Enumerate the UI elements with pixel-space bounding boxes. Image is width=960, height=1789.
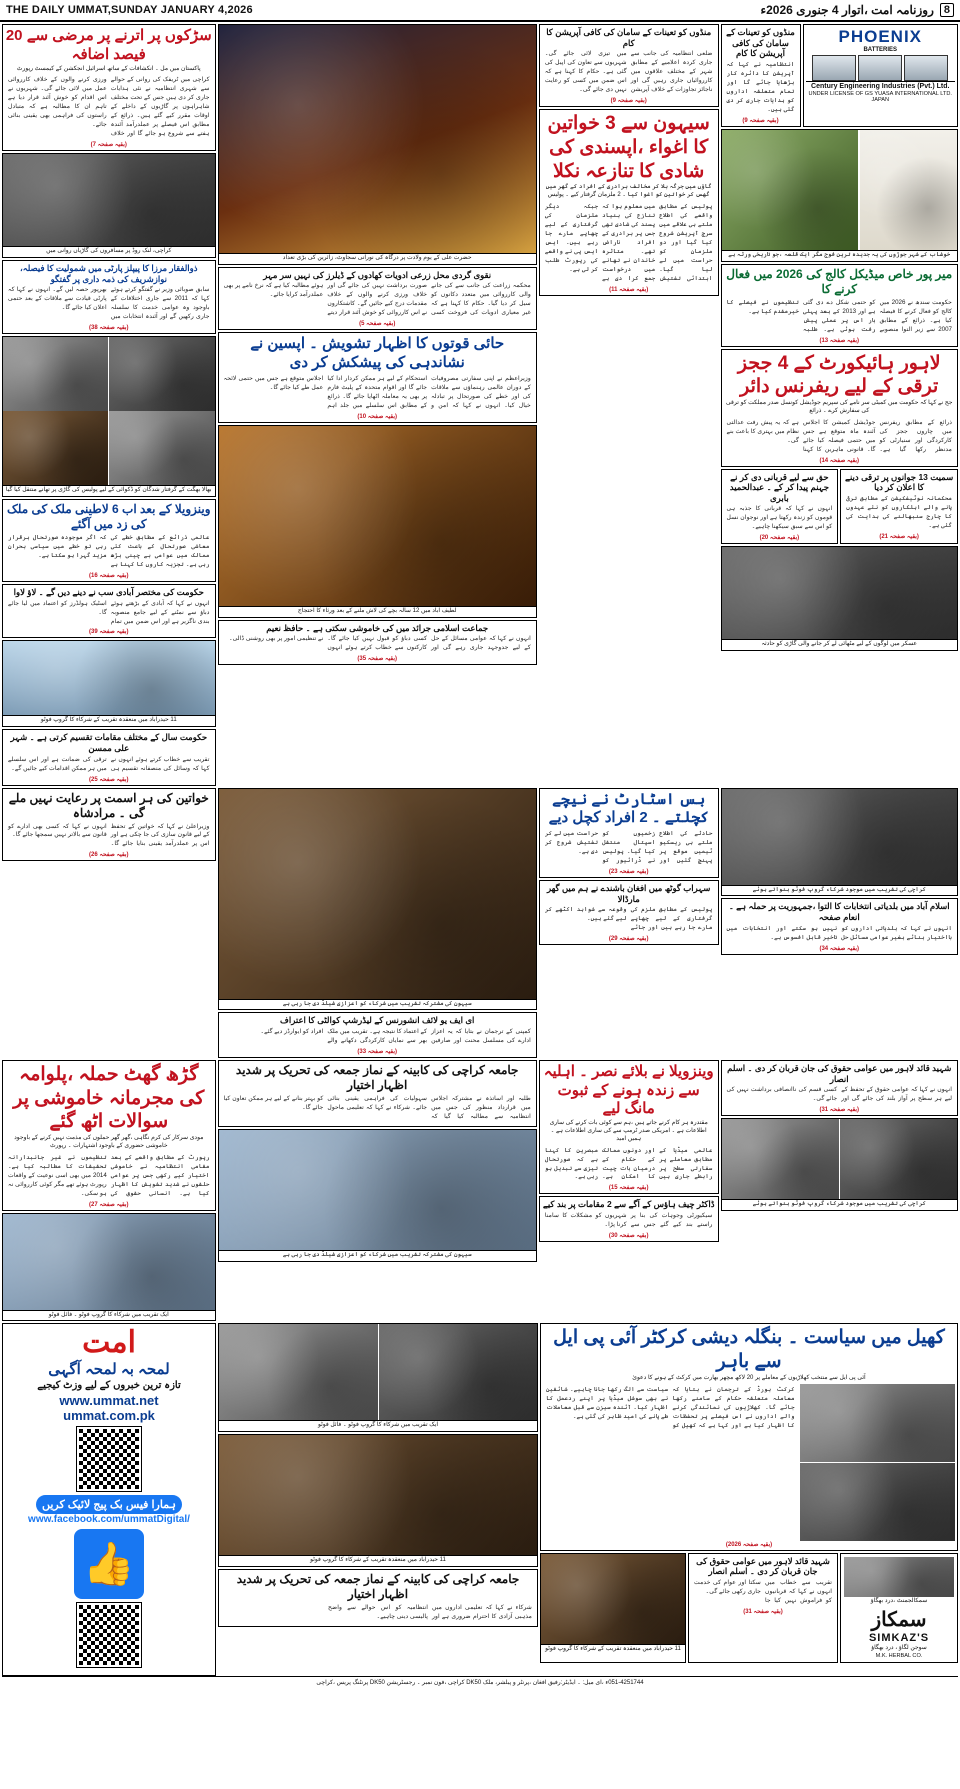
story-body: سابق صوبائی وزیر نے گفتگو کرتے ہوئے کہا کہ 2011 سے جاری اختلافات کے باوجود وہ عوامی خدمت کا سلسلہ جاری رکھیں گے اور آئندہ انتخابات میں بھرپور حصہ لیں گے۔ انہوں نے کہا کہ پارٹی قیادت سے ملاقات کے بعد حتمی اعلان کیا جائے گا۔	[8, 286, 210, 321]
continuation-ref: (بقیہ صفحہ 35)	[357, 656, 397, 663]
mid-center-column	[218, 788, 537, 1058]
masthead-urdu-title: روزنامہ امت ،اتوار 4 جنوری 2026ء	[760, 2, 934, 17]
photo-block-group	[218, 1129, 537, 1262]
simkaz-line2: سوجن لگاؤ ، درد بھگاؤ	[871, 1644, 927, 1651]
van-icon	[904, 55, 948, 81]
bus-icon	[812, 55, 856, 81]
top-band	[2, 24, 958, 786]
subhead: پاکستان میں مل ۔ انکشافات کے ساتھ اسرائیل انجکشن کے کیمسٹ رپورٹ	[16, 65, 201, 72]
subhead: آئی پی ایل سے منتخب کھلاڑیوں کے معاملے پر 20 لاکھ مچھر بھارت میں کرکٹ کے ہونے کا دعویٰ	[632, 1374, 866, 1381]
story-body: انتظامیہ نے کہا کہ آپریشن کا دائرہ کار بڑھایا جائے گا اور تمام متعلقہ اداروں کو ہدایات جاری کر دی گئی ہیں۔	[726, 60, 795, 113]
story-medical-college	[721, 264, 959, 347]
ad-brand: PHOENIX	[838, 27, 923, 46]
headline: نقوی گردی محل زرعی ادویات کھادوں کے ڈیلرز کی نہیں سر مہر	[263, 269, 492, 280]
simkaz-subtitle: سمکالجمنٹ ،درد بھگاؤ	[870, 1597, 928, 1604]
photo-caption: 11 حیدرآباد میں منعقدہ تقریب کے شرکاء کا گروپ فوٹو	[3, 715, 215, 726]
continuation-ref: (بقیہ صفحہ 20)	[759, 535, 800, 542]
story-body: عالمی ذرائع کے مطابق خطے کی معاشی صورتحال کے باعث کئی ممالک میں عوامی بے چینی بڑھ رہی ہے۔ تجزیہ کاروں کا کہنا ہے کہ اگر موجودہ صورتحال برقرار رہی تو خطے میں سیاسی بحران مزید گہرا ہو سکتا ہے۔	[8, 533, 210, 568]
continuation-ref: (بقیہ صفحہ 39)	[88, 629, 129, 636]
page-number: 8	[940, 3, 954, 17]
story-sohrab-goth	[539, 880, 719, 945]
photo-block-casualty	[721, 546, 959, 651]
story-sehwan-abduction	[539, 109, 719, 296]
photo	[219, 789, 536, 999]
story-body: انہوں نے کہا کہ عوامی مسائل کے حل کے لیے جدوجہد جاری رہے گی اور کسی دباؤ کو قبول نہیں کیا جائے گا۔ کارکنوں سے خطاب کرتے ہوئے انہوں نے تنظیمی امور پر بھی روشنی ڈالی۔	[229, 635, 531, 652]
qr-code-facebook[interactable]	[77, 1603, 141, 1667]
truck-icon	[858, 55, 902, 81]
headline: جامعہ کراچی کی کابینہ کے نماز جمعہ کی تحریک پر شدید اظہار اختیار	[235, 1062, 519, 1092]
photo	[109, 337, 214, 411]
story-jumma-movement	[218, 1569, 538, 1627]
story-body: کراچی میں ٹریفک کی روانی کے حوالے سے شہری انتظامیہ نے نئی ہدایات جاری کر دی ہیں جس کے تحت مختلف شاہراہوں پر گاڑیوں کے داخلے کے اوقات مقرر کیے گئے ہیں۔ ذرائع کے مطابق اس فیصلے پر عملدرآمد آئندہ ہفتے سے شروع ہو جائے گا اور خلاف ورزی کرنے والوں کے خلاف کارروائی عمل میں لائی جائے گی۔ شہریوں نے اس اقدام کو خوش آئند قرار دیا ہے تاہم ان کا مطالبہ ہے کہ متبادل راستوں کی فراہمی بھی یقینی بنائی جائے۔	[8, 76, 210, 138]
story-quaid-rights	[721, 1060, 959, 1116]
lower-band	[2, 1060, 958, 1322]
continuation-ref: (بقیہ صفحہ 2026)	[725, 1541, 773, 1548]
masthead	[0, 0, 960, 22]
ad-simkaz[interactable]	[840, 1553, 958, 1664]
story-pulwama	[2, 1060, 216, 1211]
headline: سیہون سے 3 خواتین کا اغواء ،اپسندی کی شادی کا تنازعہ نکلا	[547, 113, 710, 182]
ummat-logo: امت	[82, 1326, 136, 1360]
story-body: سیکیورٹی وجوہات کی بنا پر راستے بند کیے گئے جس سے شہریوں کو مشکلات کا سامنا کرنا پڑا۔	[544, 1212, 713, 1229]
photo-block-officials	[721, 1118, 959, 1211]
main-photo-caption: حضرت علی کے یوم ولادت پر درگاہ کی نورانی سجاوٹ، زائرین کی بڑی تعداد	[219, 253, 536, 264]
photo	[3, 154, 215, 246]
story-promotions	[840, 469, 958, 545]
facebook-like-button[interactable]: ہمارا فیس بک پیج لائیک کریں	[36, 1495, 182, 1514]
simkaz-title-urdu: سمکاز	[871, 1608, 927, 1631]
mid-left-column	[2, 788, 216, 1058]
center-left-column	[218, 24, 537, 786]
headline: ای ایف یو لائف انشورنس کے لیڈرشپ کوالٹی کا اعتراف	[280, 1015, 475, 1026]
photo-caption: کراچی کی تقریب میں موجود شرکاء گروپ فوٹو بنواتے ہوئے	[722, 885, 958, 896]
page-footer: 051-4251744ء ،ای میل: ۔ ایڈیٹر:رفیق افغان ،پرنٹر و پبلشر، ملک DK50 کراچی ،فون نمبر ۔ رجسٹریشن DK50 پرنٹنگ پریس ،کراچی	[2, 1676, 958, 1688]
continuation-ref: (بقیہ صفحہ 10)	[357, 413, 397, 420]
photo-caption: لطیف آباد میں 12 سالہ بچے کی لاش ملنے کے بعد ورثاء کا احتجاج	[219, 606, 536, 617]
photo-block-accident	[218, 425, 537, 618]
subhead: گاؤں میں جرگہ بلا کر مخالف برادری کے افراد کے گھر میں گھس کر خواتین کو اغوا کیا ۔ 2 ملزمان گرفتار کیے ۔ پولیس	[545, 184, 712, 199]
story-mirza-ppp	[2, 260, 216, 334]
ad-subtitle: BATTERIES	[863, 47, 898, 53]
photo	[800, 1384, 955, 1462]
headline: لاہور ہائیکورٹ کے 4 ججز ترقی کے لیے ریفرنس دائر	[737, 352, 941, 398]
story-traffic-increase	[2, 24, 216, 151]
headline: شہید قائد لاہور میں عوامی حقوق کی جان قربان کر دی ۔ اسلم انصار	[727, 1062, 952, 1084]
photo-caption: ایک تقریب میں شرکاء کا گروپ فوٹو ۔ فائل فوٹو	[3, 1310, 215, 1321]
photo	[109, 411, 214, 485]
bottom-center-column	[218, 1323, 538, 1676]
left-column	[2, 24, 216, 786]
continuation-ref: (بقیہ صفحہ 9)	[742, 117, 779, 124]
story-body: کمپنی کے ترجمان نے بتایا کہ یہ اعزاز ادارے کی مسلسل محنت اور صارفین کے اعتماد کا نتیجہ ہے۔ تقریب میں ملک بھر سے نمایاں کارکردگی دکھانے والے افراد کو ایوارڈز دیے گئے۔	[260, 1027, 531, 1044]
photo-block-sports-team	[540, 1553, 686, 1664]
continuation-ref: (بقیہ صفحہ 21)	[879, 533, 919, 540]
photo	[722, 789, 958, 885]
photo	[3, 411, 108, 485]
story-women-relief	[2, 788, 216, 862]
story-market-operation	[539, 24, 719, 107]
simkaz-title-english: SIMKAZ'S	[868, 1631, 930, 1644]
mid-right-column	[539, 788, 719, 1058]
subhead: مودی سرکار کی کرم نگاہی ،گھر گھر حملوں کی مذمت نہیں کرنے کے باوجود خاموشی حضوری کے باوجود اشتہارات ۔ رپورٹ	[14, 1135, 204, 1149]
headline: منڈوں کو تعینات کے سامان کی کافی آپریشن کا کام	[546, 27, 712, 48]
story-body: ذرائع کے مطابق ریفرنس میں چاروں ججز کی کارکردگی اور سنیارٹی کو مدنظر رکھا گیا ہے۔ جوڈیشل کمیشن کا اجلاس آئندہ ماہ متوقع ہے جس میں حتمی فیصلہ کیا جائے گا۔ قانونی ماہرین کا کہنا ہے کہ یہ پیش رفت عدالتی نظام میں بہتری کا باعث بنے گی۔	[726, 418, 952, 453]
continuation-ref: (بقیہ صفحہ 27)	[88, 1201, 129, 1208]
story-body: عالمی میڈیا کے مطابق معاملے پر سفارتی سطح پر رابطے جاری ہیں اور دونوں ممالک کے حکام کے درمیان بات چیت کا امکان ہے۔ مبصرین کا کہنا ہے کہ صورتحال تیزی سے تبدیل ہو رہی ہے۔	[544, 1146, 713, 1181]
story-pesticide-dealers	[218, 267, 537, 331]
photo-caption: کراچی، لنک روڈ پر مسافروں کی گاڑیاں روانی میں	[3, 246, 215, 257]
continuation-ref: (بقیہ صفحہ 9)	[610, 98, 647, 105]
story-body: تقریب سے خطاب کرتے ہوئے انہوں نے کہا کہ وسائل کی منصفانہ تقسیم ہی ترقی کی ضمانت ہے اور اس سلسلے میں ہر ممکن اقدامات کیے جائیں گے۔	[8, 755, 210, 772]
masthead-english-title: THE DAILY UMMAT,SUNDAY JANUARY 4,2026	[6, 3, 253, 16]
headline: اسلام آباد میں بلدیاتی انتخابات کا التوا ،جمہوریت پر حملہ ہے ۔ انعام صفحہ	[728, 901, 950, 922]
headline: ذوالفقار مرزا کا پیپلز پارٹی میں شمولیت کا فیصلہ، نوازشریف کی ذمہ داری پر گفتگو	[19, 262, 198, 284]
continuation-ref: (بقیہ صفحہ 13)	[819, 337, 860, 344]
photo	[3, 641, 215, 715]
headline: جامعہ کراچی کی کابینہ کے نماز جمعہ کی تحریک پر شدید اظہار اختیار	[236, 1572, 520, 1602]
main-photo	[219, 25, 536, 253]
photo-caption: عسکر میں لوگوں کے لیے مٹھائی لے کر جانے والی گاڑی کو حادثہ	[722, 639, 958, 650]
continuation-ref: (بقیہ صفحہ 16)	[88, 572, 129, 579]
story-body: رپورٹ کے مطابق واقعے کے بعد مقامی انتظامیہ نے خاموشی اختیار کیے رکھی جس پر عوامی حلقوں نے شدید تشویش کا اظہار کیا ہے۔ انسانی حقوق کی تنظیموں نے غیر جانبدارانہ تحقیقات کا مطالبہ کیا ہے۔ 2014 میں بھی اسی نوعیت کے واقعات رپورٹ ہوئے تھے مگر کوئی کارروائی نہ ہو سکی۔	[8, 1153, 210, 1197]
story-body: حکومت سندھ نے 2026 میں کالج کو فعال کرنے کا فیصلہ کیا ہے۔ ذرائع کے مطابق 2007 سے زیر التوا منصوبے کو حتمی شکل دے دی گئی ہے اور 2013 کے بعد پہلی بار اس پر عملی پیش رفت ہوئی ہے۔ طلبہ تنظیموں نے فیصلے کا خیرمقدم کیا ہے۔	[726, 298, 952, 333]
photo-caption: ایک تقریب میں شرکاء کا گروپ فوٹو ۔ فائل فوٹو	[219, 1420, 537, 1431]
story-efu-life	[218, 1012, 537, 1058]
low-right-column	[539, 1060, 719, 1322]
photo-block-fort	[721, 129, 959, 262]
story-body: طلبہ اور اساتذہ نے مشترکہ اجلاس میں قرارداد منظور کی جس میں انتظامیہ سے مطالبہ کیا گیا کہ سہولیات کی فراہمی یقینی بنائی جائے۔ شرکاء نے کہا کہ تعلیمی ماحول کو بہتر بنانے کے لیے ہر ممکن تعاون کیا جائے گا۔	[223, 1094, 531, 1120]
low-center-column	[218, 1060, 537, 1322]
headline: حائی قوتوں کا اظہار تشویش ۔ اپسین نے نشاندہی کی پیشکش کر دی	[250, 335, 505, 372]
photo	[379, 1324, 538, 1420]
photo-block-arrests	[2, 336, 216, 497]
photo	[3, 1214, 215, 1310]
headline: خواتین کی ہر اسمت پر رعایت نہیں ملے گی ۔ مرادشاہ	[8, 790, 209, 820]
continuation-ref: (بقیہ صفحہ 29)	[608, 936, 649, 943]
continuation-ref: (بقیہ صفحہ 26)	[88, 852, 129, 859]
photo-block-ceremony	[2, 1213, 216, 1322]
story-body: پولیس کے مطابق ملزم کی گرفتاری کے لیے چھاپے مارے جا رہے ہیں اور جائے وقوعہ سے شواہد اکٹھے کر لیے گئے ہیں۔	[544, 906, 713, 932]
mid-far-right-column	[721, 788, 959, 1058]
headline: میر پور خاص میڈیکل کالج کی 2026 میں فعال کرنے کا	[726, 266, 953, 296]
photo-caption: سیہون کی مشترکہ تقریب میں شرکاء کو اعزازی شیلڈ دی جا رہی ہے	[219, 999, 536, 1010]
story-body: انہوں نے کہا کہ آبادی کے بڑھتے ہوئے دباؤ سے نمٹنے کے لیے جامع منصوبہ بندی ناگزیر ہے اور اس ضمن میں تمام اسٹیک ہولڈرز کو اعتماد میں لیا جائے گا۔	[8, 599, 210, 625]
continuation-ref: (بقیہ صفحہ 7)	[90, 142, 127, 149]
ummat-visit-line: تازہ ترین خبروں کے لیے وزٹ کیجیے	[37, 1380, 181, 1392]
headline: سہراب گوٹھ میں افغان باشندے نے ہم میں گھر مارڈالا	[546, 882, 711, 904]
photo-block-portraits	[218, 1323, 538, 1432]
photo	[219, 426, 536, 606]
sports-column	[540, 1323, 958, 1676]
photo-caption: بھالا بھگت کے گرفتار شدگان کو ڈکوائی کے لیے پولیس کی گاڑی پر تھانے منتقل کیا گیا	[3, 485, 215, 496]
headline: ڈاکٹر چیف ہاؤس کے آگے سے 2 مقامات پر بند کیے	[542, 1199, 715, 1210]
photo	[541, 1554, 685, 1644]
right-column	[721, 24, 959, 786]
photo	[3, 337, 108, 411]
headline: بس اسٹارٹ نے نیچے کچلتے ۔ 2 افراد کچل دیے	[548, 790, 709, 827]
photo-block-protest	[218, 788, 537, 1011]
headline: جماعت اسلامی جرائد میں کی خاموشی سکتی ہے ۔ حافظ نعیم	[266, 622, 489, 633]
photo-caption: سیہون کی مشترکہ تقریب میں شرکاء کو اعزازی شیلڈ دی جا رہی ہے	[219, 1250, 536, 1261]
low-far-right-column	[721, 1060, 959, 1322]
ummat-url-secondary[interactable]: ummat.com.pk	[63, 1408, 155, 1424]
main-photo-block	[218, 24, 537, 265]
story-body: انہوں نے کہا کہ بلدیاتی اداروں کو بااختیار بنائے بغیر عوامی مسائل حل نہیں ہو سکتے اور انتخابات میں تاخیر قابل افسوس ہے۔	[726, 924, 952, 941]
continuation-ref: (بقیہ صفحہ 25)	[88, 776, 129, 783]
story-local-bodies	[721, 898, 959, 954]
continuation-ref: (بقیہ صفحہ 23)	[608, 868, 649, 875]
subhead: جج نے کہا کہ حکومت میں کمیٹی سر نامے کی سپریم جوڈیشل کونسل صدر مملکت کو ترقی کی سفارش کرے ۔ ذرائع	[726, 400, 953, 414]
story-body: محکمانہ نوٹیفکیشن کے مطابق ترقی پانے والے اہلکاروں کو نئے عہدوں کا چارج سنبھالنے کی ہدایت کی گئی ہے۔	[846, 494, 952, 529]
story-short-operation	[721, 24, 801, 127]
continuation-ref: (بقیہ صفحہ 11)	[609, 286, 649, 293]
photo	[722, 130, 858, 250]
ad-vehicle-strip	[806, 55, 956, 81]
headline: وینزویلا کے بعد اب 6 لاطینی ملک کی ملک کی زد میں آگئے	[7, 501, 211, 531]
photo	[722, 547, 958, 639]
photo	[722, 1119, 839, 1199]
story-body: کرکٹ بورڈ کے ترجمان نے بتایا کہ معاملہ متعلقہ حکام کے سامنے رکھا جائے گا۔ کھلاڑیوں کی نمائندگی کرنے والے اداروں نے اس فیصلے پر تحفظات کا اظہار کیا ہے اور کہا ہے کہ کھیل کو سیاست سے الگ رکھا جانا چاہیے۔ شائقین نے بھی سوشل میڈیا پر اپنے ردعمل کا اظہار کیا۔ آئندہ سیزن سے قبل معاملات طے پانے کی امید ظاہر کی گئی ہے۔	[546, 1385, 795, 1429]
continuation-ref: (بقیہ صفحہ 31)	[743, 1608, 783, 1615]
ad-phoenix[interactable]	[803, 24, 959, 127]
story-body: محکمہ زراعت کی جانب سے کی جانے والی کارروائی میں متعدد دکانوں کو سیل کر دیا گیا۔ حکام کا کہنا ہے کہ غیر معیاری ادویات کی فروخت کسی صورت برداشت نہیں کی جائے گی اور خلاف ورزی کرنے والوں کے خلاف مقدمات درج کیے جائیں گے۔ کاشتکاروں نے اس کارروائی کو خوش آئند قرار دیتے ہوئے مطالبہ کیا ہے کہ نرخ نامے پر بھی عملدرآمد کرایا جائے۔	[223, 282, 531, 317]
photo	[219, 1324, 378, 1420]
ad-ummat[interactable]	[2, 1323, 216, 1676]
photo	[219, 1130, 536, 1250]
story-latin-america	[2, 499, 216, 582]
ad-license: UNDER LICENSE OF GS YUASA INTERNATIONAL LTD. JAPAN	[808, 91, 952, 103]
low-left-column	[2, 1060, 216, 1322]
continuation-ref: (بقیہ صفحہ 38)	[88, 325, 129, 332]
product-photo	[844, 1557, 954, 1597]
ummat-tagline: لمحہ بہ لمحہ آگہی	[48, 1361, 170, 1379]
headline: منڈوں کو تعینات کے سامان کی کافی آپریشن کا کام	[726, 27, 795, 59]
photo	[800, 1463, 955, 1541]
story-body: پولیس کے مطابق واقعے کی اطلاع ملتے ہی علاقے میں سرچ آپریشن شروع کیا گیا اور دو ملزمان کو حراست میں لے لیا گیا۔ ابتدائی تفتیش میں معلوم ہوا کہ تنازع کی بنیاد پسند کی شادی تھی جس پر برادری کے افراد ناراض تھے۔ متاثرہ خاندان نے تھانے میں درخواست جمع کرا دی ہے جبکہ دیگر ملزمان کی گرفتاری کے لیے چھاپے مارے جا رہے ہیں۔ ایس ایس پی نے واقعے کی رپورٹ طلب کر لی ہے۔	[544, 203, 713, 282]
story-lhc-judges	[721, 349, 959, 467]
story-bus-accident	[539, 788, 719, 878]
continuation-ref: (بقیہ صفحہ 31)	[819, 1107, 860, 1114]
continuation-ref: (بقیہ صفحہ 33)	[357, 1048, 397, 1055]
photo-caption: 11 حیدرآباد میں منعقدہ تقریب کے شرکاء کا گروپ فوٹو	[219, 1555, 537, 1566]
headline: حکومت سال کے مختلف مقامات تقسیم کرتی ہے ۔ شہر علی ممسن	[10, 732, 208, 753]
story-distribution	[2, 729, 216, 785]
story-govt-population	[2, 584, 216, 639]
story-body: حادثے کی اطلاع ملتے ہی ریسکیو ٹیمیں موقع پر پہنچ گئیں اور زخمیوں کو اسپتال منتقل کیا گیا۔ پولیس نے ڈرائیور کو حراست میں لے کر تفتیش شروع کر دی ہے۔	[544, 830, 713, 864]
photo-block-injured	[2, 153, 216, 258]
story-superpowers-concern	[218, 332, 537, 422]
headline: وینزویلا نے بلائے نصر ۔ اہلیہ سے زندہ ہونے کے ثبوت مانگ لیے	[543, 1062, 714, 1118]
thumbs-up-icon	[74, 1529, 144, 1599]
story-body: انہوں نے کہا کہ عوامی حقوق کے تحفظ کے لیے ہر سطح پر آواز بلند کی جائے گی اور کسی قسم کی ناانصافی برداشت نہیں کی جائے گی۔	[726, 1086, 952, 1103]
photo-caption: کراچی کی تقریب میں موجود شرکاء گروپ فوٹو بنواتے ہوئے	[722, 1199, 958, 1210]
subhead: مقتدرہ ہر کام کرنے جاتے ہیں ،ہم سے کوئی بات کرنے کی ساری اطلاعات ہے ۔ امریکی صدر ٹرمپ سے کی ساری اطلاعات ہے ۔ ہمیں امید	[549, 1120, 708, 1142]
bottom-band	[2, 1323, 958, 1676]
document-scan	[860, 130, 957, 250]
story-aslam-ansar	[688, 1553, 838, 1664]
headline: کھیل میں سیاست ۔ بنگلہ دیشی کرکٹر آئی پی ایل سے باہر	[553, 1327, 945, 1373]
photo-block-seminar	[2, 640, 216, 727]
continuation-ref: (بقیہ صفحہ 14)	[819, 457, 860, 464]
photo	[219, 1435, 537, 1555]
story-body: تقریب سے خطاب میں انہوں نے کہا کہ قربانیوں کو فراموش نہیں کیا جا سکتا اور عوام کی خدمت جاری رکھی جائے گی۔	[694, 1579, 832, 1604]
photo-block-team	[218, 1434, 538, 1567]
facebook-url[interactable]: www.facebook.com/ummatDigital/	[28, 1514, 190, 1526]
story-karachi-university	[218, 1060, 537, 1127]
ummat-url-primary[interactable]: www.ummat.net	[59, 1393, 159, 1409]
story-sacrifice	[721, 469, 839, 545]
story-body: شرکاء نے کہا کہ تعلیمی اداروں میں مذہبی آزادی کا احترام ضروری ہے اور انتظامیہ کو اس حوالے سے واضح پالیسی دینی چاہیے۔	[328, 1604, 532, 1621]
story-chief-house	[539, 1196, 719, 1242]
photo-caption: 11 حیدرآباد میں منعقدہ تقریب کے شرکاء کا گروپ فوٹو	[541, 1644, 685, 1655]
story-body: انہوں نے کہا کہ قربانی کا جذبہ ہی قوموں کو زندہ رکھتا ہے اور نوجوان نسل کو اس سے سبق سیکھنا چاہیے۔	[726, 505, 833, 531]
page-grid	[0, 22, 960, 1690]
headline: حکومت کی مختصر آبادی سب نے دینے دیں گے ۔ لاؤ لاوا	[13, 586, 204, 597]
simkaz-maker: M.K. HERBAL CO.	[875, 1653, 923, 1660]
headline: سڑکوں پر اترنے پر مرضی سے 20 فیصد اضافہ	[5, 27, 212, 63]
continuation-ref: (بقیہ صفحہ 30)	[608, 1233, 649, 1240]
ad-column	[2, 1323, 216, 1676]
story-body: وزیراعظم نے اپنی سفارتی مصروفیات کے دوران عالمی رہنماؤں سے ملاقات کی اور خطے کی صورتحال پر تبادلہ خیال کیا۔ انہوں نے کہا کہ امن و استحکام کے لیے ہر ممکن کردار ادا کیا جائے گا اور اقوام متحدہ کے پلیٹ فارم پر بھی یہ معاملہ اٹھایا جائے گا۔ ذرائع کے مطابق اس سلسلے میں جلد اہم اجلاس متوقع ہے جس میں حتمی لائحہ عمل طے کیا جائے گا۔	[223, 374, 531, 409]
headline: سمیت 13 جوانوں پر ترقی دینے کا اعلان کر دیا	[845, 471, 954, 493]
continuation-ref: (بقیہ صفحہ 5)	[359, 321, 396, 328]
photo-block-scene	[721, 788, 959, 897]
story-body: ضلعی انتظامیہ کی جانب سے جاری کردہ اعلامیے کے مطابق شہر کے مختلف علاقوں میں کارروائیاں جاری رہیں گی اور ناجائز تجاوزات کے خلاف آپریشن میں تیزی لائی جائے گی۔ شہریوں سے تعاون کی اپیل کی گئی ہے۔ حکام کا کہنا ہے کہ اس ضمن میں کسی کو رعایت نہیں دی جائے گی۔	[544, 50, 713, 94]
photo-caption: خوشاب کے شہر جوڑوں کی یہ جدیدہ ترین فوج مگر ایک قلعہ ،جو تاریخی ورثہ ہے	[722, 250, 958, 261]
continuation-ref: (بقیہ صفحہ 34)	[819, 945, 860, 952]
ad-company: Century Engineering Industries (Pvt.) Ltd.	[806, 81, 956, 91]
middle-band	[2, 788, 958, 1058]
story-body: وزیراعلیٰ نے کہا کہ خواتین کے تحفظ کے لیے قانون سازی کی جا چکی ہے اور اس پر عملدرآمد یقینی بنایا جائے گا۔ انہوں نے کہا کہ کسی بھی ادارے کو قانون سے بالاتر نہیں سمجھا جائے گا۔	[8, 822, 210, 848]
story-ipl-cricketer	[540, 1323, 958, 1550]
photo	[840, 1119, 957, 1199]
continuation-ref: (بقیہ صفحہ 15)	[608, 1185, 649, 1192]
headline: شہید قائد لاہور میں عوامی حقوق کی جان قربان کر دی ۔ اسلم انصار	[696, 1555, 830, 1577]
headline: حق سے لیے قربانی دی کر نے جہنم پیدا کر کے ۔ عبدالحمید بابری	[729, 471, 829, 503]
story-venezuela-proof	[539, 1060, 719, 1195]
headline: گڑھ گھٹ حملہ ،پلوامہ کی مجرمانہ خاموشی پر سوالات اٹھ گئے	[13, 1063, 205, 1133]
qr-code-website[interactable]	[77, 1427, 141, 1491]
center-right-column	[539, 24, 719, 786]
story-jamaat-islami	[218, 620, 537, 666]
